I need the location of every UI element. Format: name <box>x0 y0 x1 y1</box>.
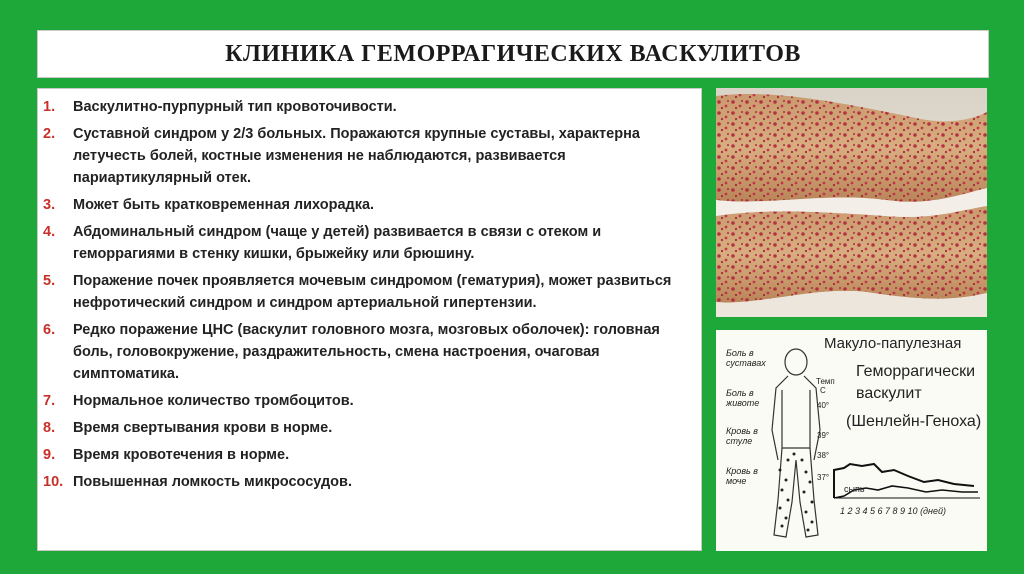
vasculitis-diagram <box>716 330 987 551</box>
label-abdominal-pain-2: животе <box>726 398 760 408</box>
temp-tick-37: 37° <box>817 473 830 482</box>
temp-tick-39: 39° <box>817 431 830 440</box>
label-blood-stool-1: Кровь в <box>726 426 758 436</box>
item-text: Время свертывания крови в норме. <box>73 420 333 436</box>
item-number: 2. <box>43 126 56 142</box>
list-item <box>43 390 691 412</box>
temp-tick-40: 40° <box>817 401 830 410</box>
label-blood-urine-2: моче <box>726 476 747 486</box>
title-banner <box>37 30 989 78</box>
temp-tick-38: 38° <box>817 451 830 460</box>
item-number: 10. <box>43 474 64 490</box>
item-text: Васкулитно-пурпурный тип кровоточивости. <box>73 99 397 115</box>
item-text: Абдоминальный синдром (чаще у детей) развивается в связи с отеком и геморрагиями в стенку кишки, брыжейку или брюшину. <box>73 224 602 262</box>
item-number: 5. <box>43 273 56 289</box>
item-number: 1. <box>43 99 56 115</box>
item-text: Поражение почек проявляется мочевым синдромом (гематурия), может развиться нефротический синдром и синдром артериальной гипертензии. <box>73 273 672 311</box>
diagram-title-3: (Шенлейн-Геноха) <box>846 413 982 430</box>
item-number: 6. <box>43 322 56 338</box>
content-panel <box>37 88 702 551</box>
label-joint-pain-2: суставах <box>726 358 766 368</box>
item-text: Нормальное количество тромбоцитов. <box>73 393 354 409</box>
label-blood-stool-2: стуле <box>726 436 753 446</box>
list-item <box>43 123 691 189</box>
symptom-labels <box>725 348 766 486</box>
temp-axis-unit: С <box>820 386 826 395</box>
item-text: Может быть кратковременная лихорадка. <box>73 197 375 213</box>
item-text: Повышенная ломкость микрососудов. <box>73 474 352 490</box>
rash-label: сыпь <box>844 484 865 494</box>
list-item <box>43 194 691 216</box>
item-number: 4. <box>43 224 56 240</box>
item-text: Суставной синдром у 2/3 больных. Поражаются крупные суставы, характерна летучесть болей, костные изменения не наблюдаются, развивается париартикулярный отек. <box>73 126 640 186</box>
list-item <box>43 96 691 118</box>
item-number: 3. <box>43 197 56 213</box>
list-item <box>43 417 691 439</box>
item-number: 7. <box>43 393 56 409</box>
days-axis: 1 2 3 4 5 6 7 8 9 10 (дней) <box>840 506 946 516</box>
list-item <box>43 444 691 466</box>
list-item <box>43 270 691 314</box>
item-number: 9. <box>43 447 56 463</box>
page-title: КЛИНИКА ГЕМОРРАГИЧЕСКИХ ВАСКУЛИТОВ <box>225 40 801 67</box>
label-joint-pain-1: Боль в <box>726 348 754 358</box>
diagram-svg <box>716 330 987 551</box>
diagram-title-1: Геморрагически <box>856 363 976 380</box>
legs-illustration <box>716 88 987 317</box>
label-blood-urine-1: Кровь в <box>726 466 758 476</box>
diagram-title-2: васкулит <box>856 385 922 402</box>
list-item <box>43 319 691 385</box>
temp-axis-label: Темп <box>816 377 835 386</box>
item-text: Редко поражение ЦНС (васкулит головного мозга, мозговых оболочек): головная боль, головокружение, раздражительность, смена настроения, очаговая симптоматика. <box>73 322 660 382</box>
item-number: 8. <box>43 420 56 436</box>
clinical-list <box>43 96 691 493</box>
item-text: Время кровотечения в норме. <box>73 447 290 463</box>
label-abdominal-pain-1: Боль в <box>726 388 754 398</box>
diagram-heading: Макуло-папулезная <box>824 335 962 352</box>
list-item <box>43 221 691 265</box>
purpura-legs-photo <box>716 88 987 317</box>
list-item <box>43 471 691 493</box>
